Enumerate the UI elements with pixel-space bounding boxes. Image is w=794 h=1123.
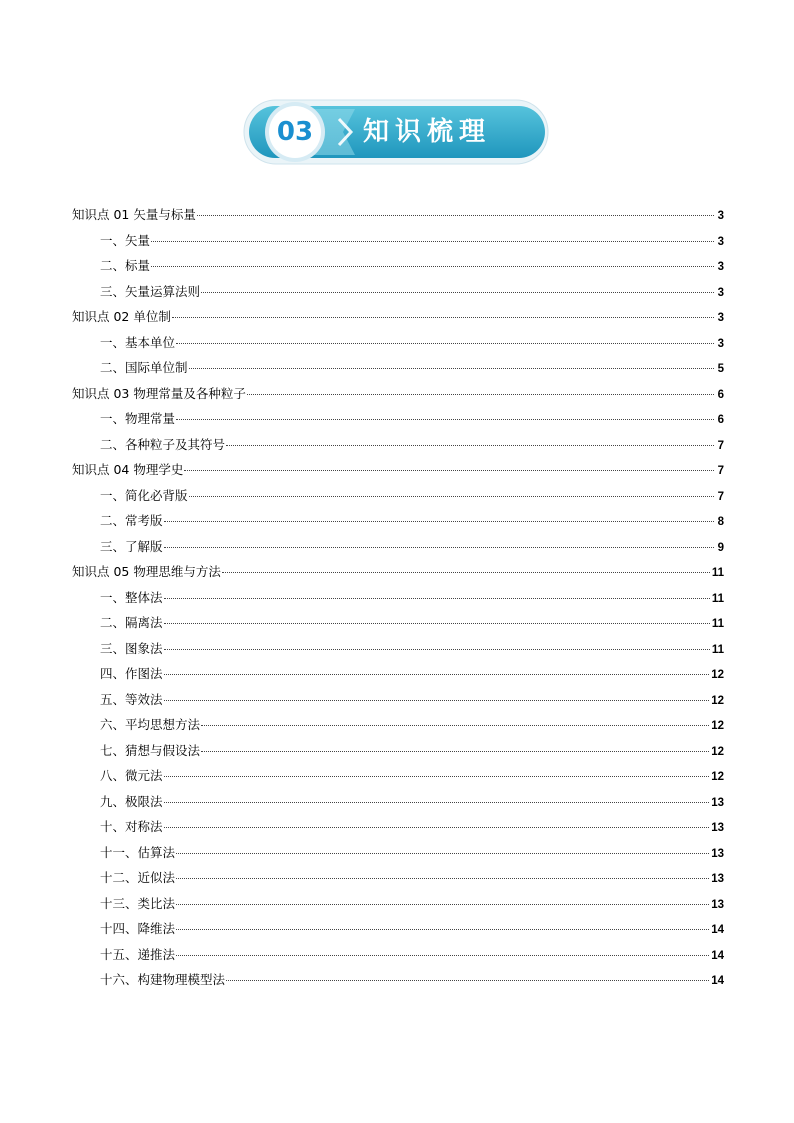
toc-entry-label: 三、图象法 [100,640,163,656]
toc-page-number: 13 [711,822,724,834]
toc-subsection-entry[interactable] [72,432,724,458]
toc-page-number: 3 [717,235,724,248]
toc-subsection-entry[interactable] [72,483,724,509]
toc-subsection-entry[interactable] [72,865,724,891]
toc-entry-label: 十一、估算法 [100,844,176,860]
toc-page-number: 14 [711,949,724,962]
toc-page-number: 7 [717,439,724,452]
toc-entry-label: 十、对称法 [100,819,163,834]
toc-page-number: 6 [717,388,724,401]
toc-entry-label: 十三、类比法 [100,895,176,911]
toc-page-number: 13 [711,796,724,809]
toc-entry-label: 知识点 03 物理常量及各种粒子 [72,385,246,401]
toc-section-entry[interactable] [72,202,724,228]
toc-entry-label: 一、简化必背版 [100,487,188,503]
toc-entry-label: 三、了解版 [100,538,163,554]
toc-entry-label: 二、隔离法 [100,615,163,630]
table-of-contents [72,202,724,993]
toc-dot-leader [164,623,710,624]
toc-page-number: 3 [717,312,724,324]
toc-entry-label: 十四、降维法 [100,921,176,936]
toc-page-number: 12 [711,694,724,707]
toc-section-entry[interactable] [72,457,724,483]
toc-dot-leader [176,904,709,905]
toc-subsection-entry[interactable] [72,508,724,534]
toc-dot-leader [176,343,714,344]
toc-subsection-entry[interactable] [72,687,724,713]
toc-subsection-entry[interactable] [72,406,724,432]
toc-dot-leader [176,929,709,930]
section-number: 03 [276,117,314,147]
toc-section-entry[interactable] [72,304,724,330]
toc-page-number: 12 [711,720,724,732]
toc-dot-leader [151,241,714,242]
toc-subsection-entry[interactable] [72,891,724,917]
toc-dot-leader [151,266,714,267]
toc-dot-leader [197,215,714,216]
toc-dot-leader [172,317,714,318]
toc-page-number: 11 [711,592,724,605]
toc-entry-label: 五、等效法 [100,691,163,707]
toc-page-number: 7 [717,465,724,477]
toc-dot-leader [164,598,710,599]
toc-page-number: 3 [717,261,724,273]
toc-subsection-entry[interactable] [72,279,724,305]
toc-dot-leader [164,649,710,650]
toc-entry-label: 知识点 04 物理学史 [72,462,184,477]
toc-dot-leader [189,496,714,497]
toc-entry-label: 知识点 01 矢量与标量 [72,207,196,222]
section-title: 知识梳理 [363,117,492,147]
toc-page-number: 13 [711,847,724,860]
toc-entry-label: 九、极限法 [100,793,163,809]
toc-page-number: 5 [717,363,724,375]
toc-entry-label: 二、各种粒子及其符号 [100,436,226,452]
toc-subsection-entry[interactable] [72,253,724,279]
toc-dot-leader [164,802,710,803]
toc-page-number: 12 [711,745,724,758]
toc-subsection-entry[interactable] [72,636,724,662]
toc-page-number: 9 [717,541,724,554]
toc-dot-leader [226,445,714,446]
toc-entry-label: 七、猜想与假设法 [100,742,201,758]
toc-dot-leader [164,827,710,828]
toc-subsection-entry[interactable] [72,228,724,254]
toc-dot-leader [201,725,709,726]
toc-page-number: 7 [717,490,724,503]
toc-subsection-entry[interactable] [72,585,724,611]
toc-entry-label: 一、矢量 [100,232,151,248]
toc-entry-label: 十二、近似法 [100,870,176,885]
toc-dot-leader [176,955,709,956]
toc-page-number: 14 [711,924,724,936]
toc-entry-label: 二、国际单位制 [100,360,188,375]
toc-entry-label: 二、标量 [100,258,151,273]
toc-dot-leader [164,547,714,548]
toc-subsection-entry[interactable] [72,916,724,942]
toc-entry-label: 一、整体法 [100,589,163,605]
toc-entry-label: 十六、构建物理模型法 [100,972,226,987]
toc-section-entry[interactable] [72,559,724,585]
toc-subsection-entry[interactable] [72,967,724,993]
toc-subsection-entry[interactable] [72,942,724,968]
section-banner [243,99,549,165]
toc-page-number: 6 [717,414,724,426]
toc-page-number: 3 [717,286,724,299]
toc-subsection-entry[interactable] [72,763,724,789]
toc-dot-leader [201,751,709,752]
toc-page-number: 12 [711,771,724,783]
toc-subsection-entry[interactable] [72,814,724,840]
toc-dot-leader [226,980,709,981]
toc-dot-leader [189,368,714,369]
toc-dot-leader [184,470,714,471]
toc-subsection-entry[interactable] [72,610,724,636]
toc-dot-leader [164,776,710,777]
toc-entry-label: 知识点 05 物理思维与方法 [72,564,221,579]
toc-entry-label: 三、矢量运算法则 [100,283,201,299]
toc-subsection-entry[interactable] [72,738,724,764]
toc-dot-leader [164,700,710,701]
toc-page-number: 3 [717,337,724,350]
toc-dot-leader [164,521,714,522]
toc-entry-label: 八、微元法 [100,768,163,783]
toc-page-number: 14 [711,975,724,987]
toc-dot-leader [176,419,714,420]
toc-entry-label: 四、作图法 [100,666,163,681]
toc-dot-leader [201,292,714,293]
toc-page-number: 11 [711,643,724,656]
toc-page-number: 13 [711,873,724,885]
toc-subsection-entry[interactable] [72,840,724,866]
toc-subsection-entry[interactable] [72,789,724,815]
toc-page-number: 11 [711,618,724,630]
toc-subsection-entry[interactable] [72,661,724,687]
toc-section-entry[interactable] [72,381,724,407]
toc-page-number: 12 [711,669,724,681]
toc-dot-leader [176,853,709,854]
toc-page-number: 13 [711,898,724,911]
toc-page-number: 8 [717,516,724,528]
toc-entry-label: 一、物理常量 [100,411,176,426]
toc-entry-label: 十五、递推法 [100,946,176,962]
toc-dot-leader [247,394,714,395]
toc-dot-leader [222,572,710,573]
toc-dot-leader [176,878,709,879]
toc-entry-label: 二、常考版 [100,513,163,528]
toc-page-number: 3 [717,210,724,222]
toc-entry-label: 一、基本单位 [100,334,176,350]
toc-subsection-entry[interactable] [72,330,724,356]
toc-subsection-entry[interactable] [72,534,724,560]
toc-entry-label: 六、平均思想方法 [100,717,201,732]
toc-subsection-entry[interactable] [72,712,724,738]
toc-entry-label: 知识点 02 单位制 [72,309,171,324]
toc-page-number: 11 [711,567,724,579]
toc-subsection-entry[interactable] [72,355,724,381]
toc-dot-leader [164,674,710,675]
